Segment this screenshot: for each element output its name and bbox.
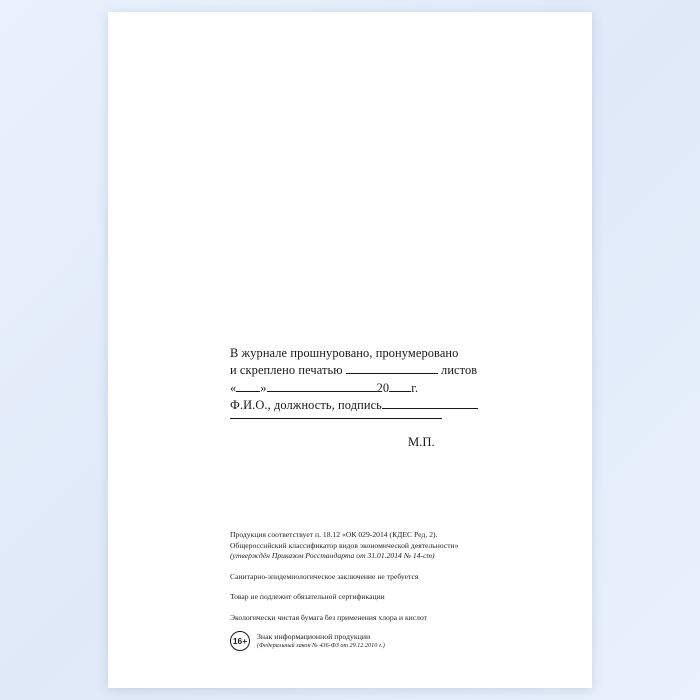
document-page — [108, 12, 592, 688]
paper-note: Экологически чистая бумага без применения хлора и кислот — [230, 612, 428, 622]
sanitary-note: Санитарно-эпидемиологическое заключение не требуется — [230, 571, 419, 581]
age-rating-sublabel: (Федеральный закон № 436-ФЗ от 29.12.2010 г.) — [257, 642, 385, 649]
year-prefix: 20 — [376, 380, 390, 395]
seal-label: М.П. — [408, 435, 435, 449]
certification-note: Товар не подлежит обязательной сертификации — [230, 592, 385, 602]
certification-line-3 — [230, 379, 560, 396]
age-rating-mark — [230, 631, 562, 657]
certification-line-1-text: В журнале прошнуровано, пронумеровано — [230, 346, 459, 360]
quote-close: » — [260, 380, 267, 395]
quote-open: « — [230, 380, 237, 395]
blank-field-sheets-count[interactable] — [346, 361, 438, 374]
blank-field-signature[interactable] — [382, 396, 478, 409]
year-suffix: г. — [411, 380, 419, 395]
okved-line-2: Общероссийский классификатор видов экономической деятельности» — [230, 540, 459, 550]
page-content — [108, 12, 592, 688]
legal-block — [230, 530, 562, 624]
certification-line-2-text: и скреплено печатью — [230, 363, 343, 378]
okved-line-1: Продукция соответствует п. 18.12 «ОК 029-2014 (КДЕС Ред. 2). — [230, 530, 438, 539]
certification-line-1 — [230, 345, 560, 361]
certification-line-2-suffix: листов — [441, 363, 478, 378]
blank-field-day[interactable] — [236, 379, 260, 392]
blank-field-month[interactable] — [267, 379, 377, 392]
certification-line-4 — [230, 396, 560, 413]
certification-line-2 — [230, 361, 560, 378]
signature-rule — [230, 418, 442, 419]
certification-block — [230, 345, 560, 414]
blank-field-year[interactable] — [389, 379, 411, 392]
age-rating-label: Знак информационной продукции — [257, 632, 371, 641]
age-rating-icon: 16+ — [230, 631, 250, 651]
certification-line-4-text: Ф.И.О., должность, подпись — [230, 398, 382, 413]
okved-line-3: (утверждён Приказом Росстандарта от 31.01.2014 № 14-ст) — [230, 551, 435, 561]
